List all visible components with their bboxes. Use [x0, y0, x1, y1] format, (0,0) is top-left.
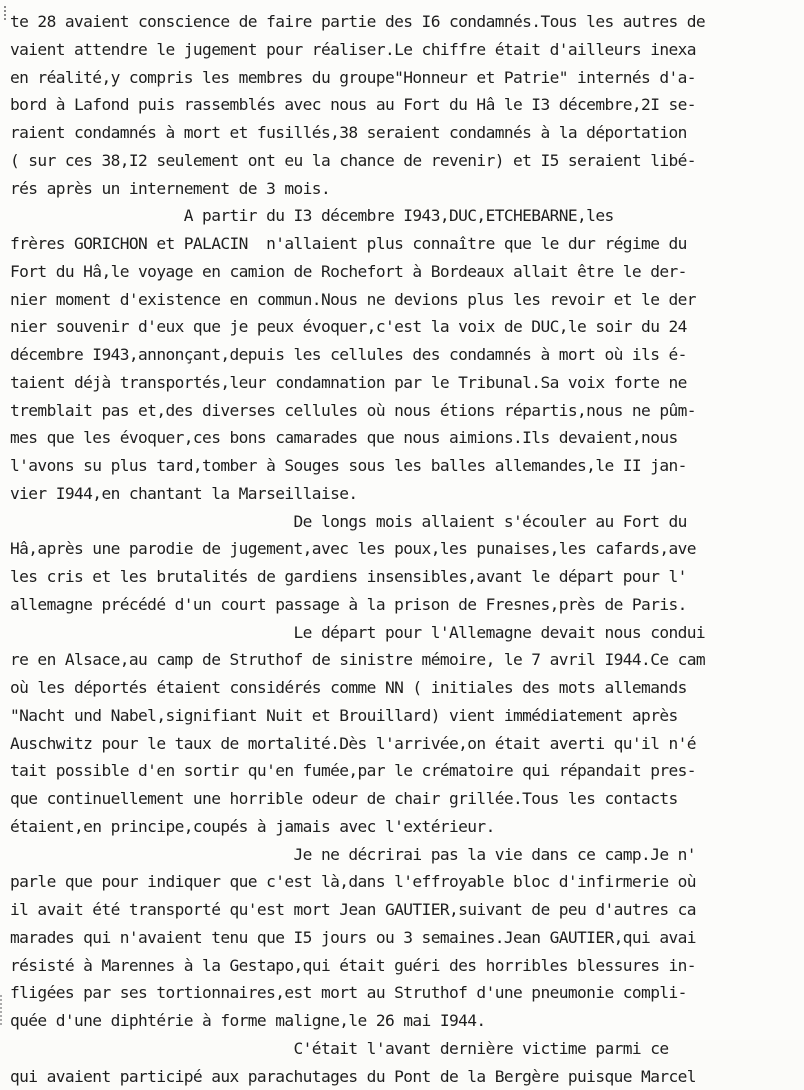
page-text — [10, 8, 800, 1090]
text-line: étaient,en principe,coupés à jamais avec l'extérieur. — [10, 813, 800, 841]
text-line: qui avaient participé aux parachutages du Pont de la Bergère puisque Marcel — [10, 1063, 800, 1090]
text-line: fligées par ses tortionnaires,est mort au Struthof d'une pneumonie compli- — [10, 979, 800, 1007]
text-line: ( sur ces 38,I2 seulement ont eu la chance de revenir) et I5 seraient libé- — [10, 147, 800, 175]
text-line: A partir du I3 décembre I943,DUC,ETCHEBARNE,les — [10, 202, 800, 230]
text-line: parle que pour indiquer que c'est là,dans l'effroyable bloc d'infirmerie où — [10, 868, 800, 896]
text-line: raient condamnés à mort et fusillés,38 seraient condamnés à la déportation — [10, 119, 800, 147]
text-line: quée d'une diphtérie à forme maligne,le 26 mai I944. — [10, 1007, 800, 1035]
text-line: où les déportés étaient considérés comme NN ( initiales des mots allemands — [10, 674, 800, 702]
text-line: que continuellement une horrible odeur de chair grillée.Tous les contacts — [10, 785, 800, 813]
text-line: C'était l'avant dernière victime parmi ce — [10, 1035, 800, 1063]
text-line: frères GORICHON et PALACIN n'allaient plus connaître que le dur régime du — [10, 230, 800, 258]
text-line: nier moment d'existence en commun.Nous ne devions plus les revoir et le der — [10, 286, 800, 314]
text-line: Je ne décrirai pas la vie dans ce camp.Je n' — [10, 841, 800, 869]
text-line: décembre I943,annonçant,depuis les cellules des condamnés à mort où ils é- — [10, 341, 800, 369]
text-line: Auschwitz pour le taux de mortalité.Dès l'arrivée,on était averti qu'il n'é — [10, 730, 800, 758]
text-line: vier I944,en chantant la Marseillaise. — [10, 480, 800, 508]
text-line: résisté à Marennes à la Gestapo,qui était guéri des horribles blessures in- — [10, 952, 800, 980]
text-line: les cris et les brutalités de gardiens insensibles,avant le départ pour l' — [10, 563, 800, 591]
text-line: mes que les évoquer,ces bons camarades que nous aimions.Ils devaient,nous — [10, 424, 800, 452]
text-line: "Nacht und Nabel,signifiant Nuit et Brouillard) vient immédiatement après — [10, 702, 800, 730]
text-line: te 28 avaient conscience de faire partie des I6 condamnés.Tous les autres de — [10, 8, 800, 36]
text-line: nier souvenir d'eux que je peux évoquer,c'est la voix de DUC,le soir du 24 — [10, 313, 800, 341]
text-line: Fort du Hâ,le voyage en camion de Rochefort à Bordeaux allait être le der- — [10, 258, 800, 286]
text-line: Le départ pour l'Allemagne devait nous condui — [10, 619, 800, 647]
text-line: marades qui n'avaient tenu que I5 jours ou 3 semaines.Jean GAUTIER,qui avai — [10, 924, 800, 952]
text-line: tremblait pas et,des diverses cellules où nous étions répartis,nous ne pûm- — [10, 397, 800, 425]
text-line: re en Alsace,au camp de Struthof de sinistre mémoire, le 7 avril I944.Ce cam — [10, 646, 800, 674]
text-line: il avait été transporté qu'est mort Jean GAUTIER,suivant de peu d'autres ca — [10, 896, 800, 924]
text-line: en réalité,y compris les membres du groupe"Honneur et Patrie" internés d'a- — [10, 64, 800, 92]
text-line: tait possible d'en sortir qu'en fumée,par le crématoire qui répandait pres- — [10, 757, 800, 785]
text-line: taient déjà transportés,leur condamnation par le Tribunal.Sa voix forte ne — [10, 369, 800, 397]
text-line: Hâ,après une parodie de jugement,avec les poux,les punaises,les cafards,ave — [10, 535, 800, 563]
text-line: vaient attendre le jugement pour réaliser.Le chiffre était d'ailleurs inexa — [10, 36, 800, 64]
text-line: rés après un internement de 3 mois. — [10, 175, 800, 203]
text-line: allemagne précédé d'un court passage à la prison de Fresnes,près de Paris. — [10, 591, 800, 619]
text-line: bord à Lafond puis rassemblés avec nous au Fort du Hâ le I3 décembre,2I se- — [10, 91, 800, 119]
text-line: l'avons su plus tard,tomber à Souges sous les balles allemandes,le II jan- — [10, 452, 800, 480]
scan-artifact-bottom — [0, 995, 14, 1025]
text-line: De longs mois allaient s'écouler au Fort du — [10, 508, 800, 536]
